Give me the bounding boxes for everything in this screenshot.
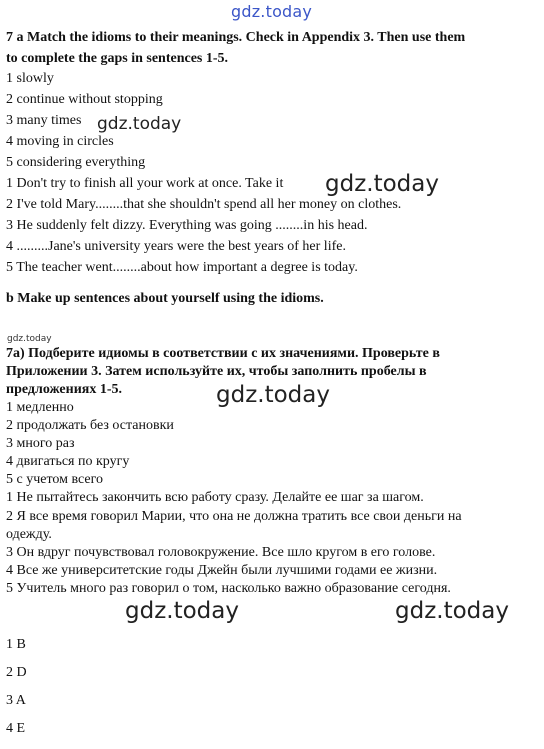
sentence-ru-item: 2 Я все время говорил Марии, что она не должна тратить все свои деньги на: [6, 509, 462, 524]
answer-item: 3 A: [6, 693, 26, 708]
watermark-gdz-5: gdz.today: [125, 598, 239, 624]
task-title-en-line2: to complete the gaps in sentences 1-5.: [6, 51, 229, 66]
task-b-heading: b Make up sentences about yourself using the idioms.: [6, 291, 324, 306]
meaning-ru-item: 1 медленно: [6, 400, 74, 415]
sentence-en-item: 2 I've told Mary........that she shouldn't spend all her money on clothes.: [6, 197, 402, 212]
sentence-en-item: 4 .........Jane's university years were the best years of her life.: [6, 239, 346, 254]
watermark-gdz-4: gdz.today: [216, 382, 330, 408]
meaning-en-item: 5 considering everything: [6, 155, 146, 170]
meaning-ru-item: 5 с учетом всего: [6, 472, 104, 487]
sentence-ru-item: 4 Все же университетские годы Джейн были лучшими годами ее жизни.: [6, 563, 438, 578]
meaning-en-item: 3 many times: [6, 113, 82, 128]
sentence-en-item: 5 The teacher went........about how important a degree is today.: [6, 260, 358, 275]
meaning-ru-item: 3 много раз: [6, 436, 75, 451]
watermark-gdz-1: gdz.today: [97, 114, 182, 134]
meaning-en-item: 4 moving in circles: [6, 134, 114, 149]
sentence-ru-item: 1 Не пытайтесь закончить всю работу сразу. Делайте ее шаг за шагом.: [6, 490, 424, 505]
answer-item: 4 E: [6, 721, 26, 736]
sentence-ru-item: 5 Учитель много раз говорил о том, насколько важно образование сегодня.: [6, 581, 451, 596]
meaning-ru-item: 4 двигаться по кругу: [6, 454, 130, 469]
task-title-en-line1: 7 a Match the idioms to their meanings. Check in Appendix 3. Then use them: [6, 30, 466, 45]
task-title-ru-line1: 7а) Подберите идиомы в соответствии с их значениями. Проверьте в: [6, 346, 440, 361]
meaning-en-item: 1 slowly: [6, 71, 54, 86]
sentence-ru-item: 3 Он вдруг почувствовал головокружение. Все шло кругом в его голове.: [6, 545, 436, 560]
meaning-en-item: 2 continue without stopping: [6, 92, 163, 107]
sentence-en-item: 3 He suddenly felt dizzy. Everything was going ........in his head.: [6, 218, 368, 233]
answer-item: 2 D: [6, 665, 27, 680]
sentence-en-item: 1 Don't try to finish all your work at once. Take it: [6, 176, 284, 191]
watermark-gdz-6: gdz.today: [395, 598, 509, 624]
task-title-ru-line2: Приложении 3. Затем используйте их, чтобы заполнить пробелы в: [6, 364, 427, 379]
sentence-ru-item: одежду.: [6, 527, 52, 542]
watermark-gdz-2: gdz.today: [325, 171, 439, 197]
watermark-top: gdz.today: [231, 2, 313, 21]
watermark-gdz-3: gdz.today: [7, 334, 52, 344]
meaning-ru-item: 2 продолжать без остановки: [6, 418, 174, 433]
task-title-ru-line3: предложениях 1-5.: [6, 382, 123, 397]
answer-item: 1 B: [6, 637, 26, 652]
